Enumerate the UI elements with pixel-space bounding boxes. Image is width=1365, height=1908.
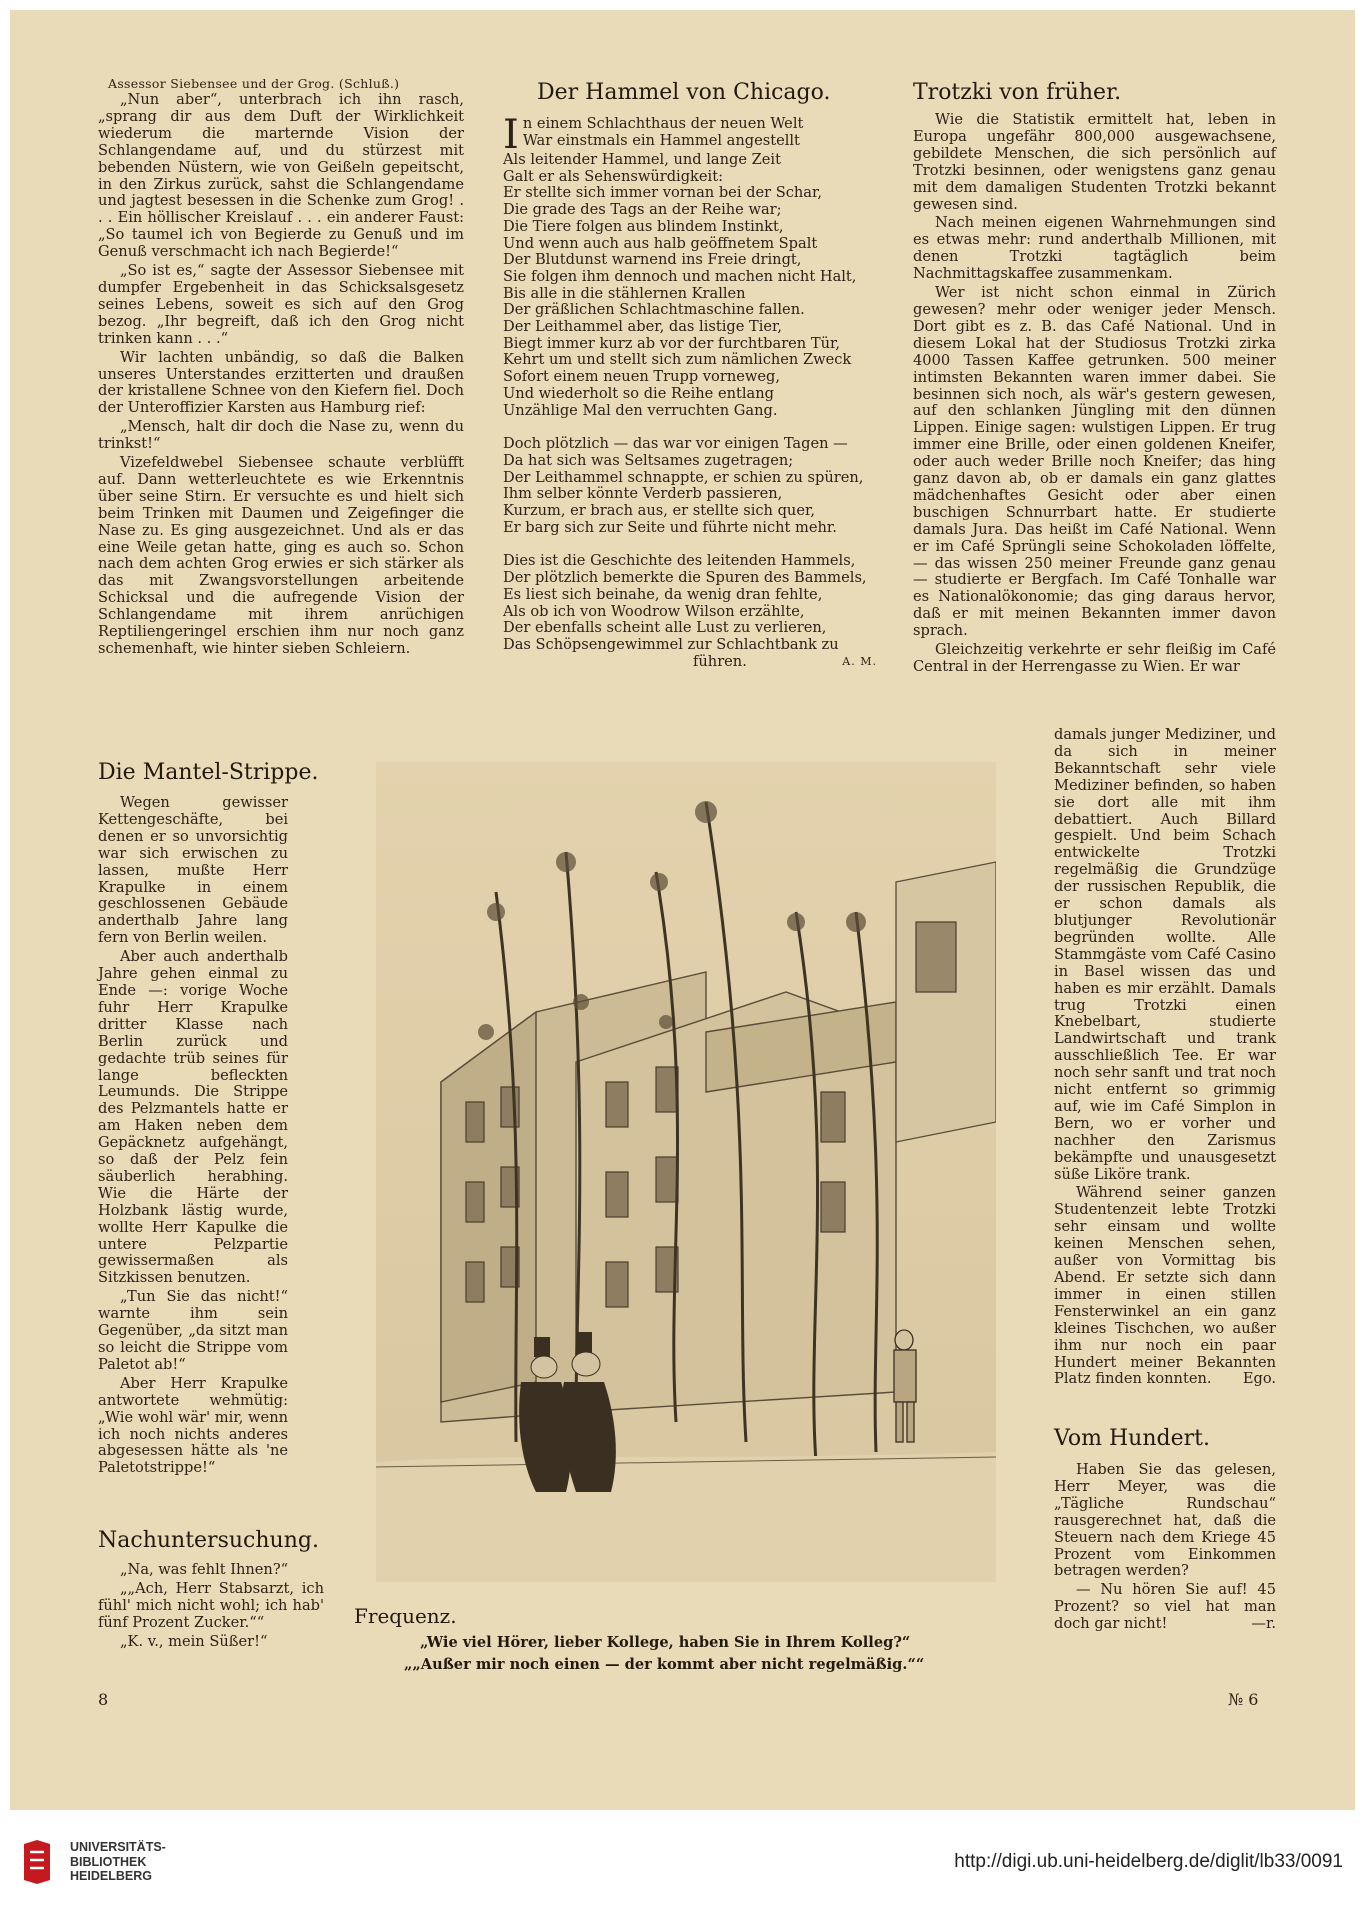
poem-line: Der plötzlich bemerkte die Spuren des Bammels, bbox=[503, 569, 867, 587]
cartoon-caption-line2: „„Außer mir noch einen — der kommt aber nicht regelmäßig.““ bbox=[404, 1656, 925, 1673]
poem-line: Der Leithammel schnappte, er schien zu spüren, bbox=[503, 468, 864, 486]
poem-line: Der ebenfalls scheint alle Lust zu verlieren, bbox=[503, 619, 827, 637]
library-seal-icon bbox=[20, 1838, 54, 1886]
paragraph: „„Ach, Herr Stabsarzt, ich fühl' mich nicht wohl; ich hab' fünf Prozent Zucker.““ bbox=[98, 1579, 324, 1631]
paragraph: — Nu hören Sie auf! 45 Prozent? so viel hat man doch gar nicht! —r. bbox=[1054, 1581, 1276, 1633]
poem-line: War einstmals ein Hammel angestellt bbox=[522, 131, 800, 149]
paragraph: „Nun aber“, unterbrach ich ihn rasch, „sprang dir aus dem Duft der Wirklichkeit wiederum die marternde Vision der Schlangendame auf, und du stürzest mit bebenden Nüstern, wie von Geißeln gepeitscht, in den Zirkus zurück, sahst die Schlangendame und jagtest besessen in die Schenke zum Grog! . . . Ein höllischer Kreislauf . . . ein anderer Faust: „So taumel ich von Begierde zu Genuß und im Genuß verschmacht ich nach Begierde!“ bbox=[98, 91, 464, 261]
paragraph: „K. v., mein Süßer!“ bbox=[120, 1632, 268, 1650]
story-title-vom-hundert: Vom Hundert. bbox=[1054, 1426, 1210, 1451]
story-title-nachuntersuchung: Nachuntersuchung. bbox=[98, 1528, 319, 1553]
poem-line: Bis alle in die stählernen Krallen bbox=[503, 284, 746, 302]
stanza bbox=[503, 436, 877, 536]
paragraph: Wir lachten unbändig, so daß die Balken unseres Unterstandes erzitterten und draußen der kristallene Schnee von den Kiefern fiel. Doch der Unteroffizier Karsten aus Hamburg rief: bbox=[98, 348, 464, 417]
poem-line: Als leitender Hammel, und lange Zeit bbox=[503, 151, 781, 168]
paragraph: „Na, was fehlt Ihnen?“ bbox=[120, 1561, 289, 1578]
poem-line: Dies ist die Geschichte des leitenden Hammels, bbox=[503, 552, 856, 570]
paragraph: Haben Sie das gelesen, Herr Meyer, was die „Tägliche Rundschau“ rausgerechnet hat, daß die Steuern nach dem Kriege 45 Prozent vom Einkommen betragen werden? bbox=[1054, 1461, 1276, 1580]
page-number: 8 bbox=[98, 1690, 109, 1709]
poem-hammel bbox=[503, 112, 877, 670]
poem-line: Und wenn auch aus halb geöffnetem Spalt bbox=[503, 234, 818, 252]
poem-line: Kehrt um und stellt sich zum nämlichen Zweck bbox=[503, 351, 852, 369]
story-title-mantel-strippe: Die Mantel-Strippe. bbox=[98, 760, 319, 785]
library-logo-text: UNIVERSITÄTS- BIBLIOTHEK HEIDELBERG bbox=[70, 1840, 166, 1883]
poem-line: Die grade des Tags an der Reihe war; bbox=[503, 201, 782, 219]
poem-line: Es liest sich beinahe, da wenig dran fehlte, bbox=[503, 585, 823, 603]
poem-line: Der Blutdunst warnend ins Freie dringt, bbox=[503, 251, 802, 269]
poem-line: Unzählige Mal den verruchten Gang. bbox=[503, 401, 778, 419]
story-assessor-conclusion bbox=[98, 92, 464, 660]
paragraph: Während seiner ganzen Studentenzeit lebte Trotzki sehr einsam und wollte keinen Menschen sehen, außer von Vormittag bis Abend. Er setzte sich dann immer in einen stillen Fensterwinkel an ein ganz kleines Tischchen, wo außer ihm nur noch ein paar Hundert meiner Bekannten Platz finden konnten. Ego. bbox=[1054, 1184, 1276, 1388]
issue-number: № 6 bbox=[1228, 1690, 1259, 1709]
paragraph: Aber Herr Krapulke antwortete wehmütig: „Wie wohl wär' mir, wenn ich noch nichts anderes abgesessen hätte als 'ne Paletotstrippe!“ bbox=[98, 1374, 288, 1477]
paragraph: Wie die Statistik ermittelt hat, leben in Europa ungefähr 800,000 ausgewachsene, gebildete Menschen, die sich persönlich auf Trotzki besinnen, oder wenigstens ganz genau mit dem damaligen Studenten Trotzki bekannt gewesen sind. bbox=[913, 111, 1276, 213]
signature: Ego. bbox=[1242, 1370, 1276, 1388]
story-trotzki-continued bbox=[1054, 727, 1276, 1390]
story-vom-hundert bbox=[1054, 1462, 1276, 1635]
story-trotzki bbox=[913, 112, 1276, 678]
cartoon-title: Frequenz. bbox=[354, 1604, 457, 1628]
poem-line: Da hat sich was Seltsames zugetragen; bbox=[503, 451, 794, 469]
poem-title: Der Hammel von Chicago. bbox=[537, 80, 831, 105]
paragraph: „Tun Sie das nicht!“ warnte ihm sein Gegenüber, „da sitzt man so leicht die Strippe vom Paletot ab!“ bbox=[98, 1288, 288, 1373]
poem-line: Der gräßlichen Schlachtmaschine fallen. bbox=[503, 301, 805, 319]
stanza bbox=[503, 553, 877, 653]
poem-line: Ihm selber könnte Verderb passieren, bbox=[503, 485, 783, 503]
paragraph: Gleichzeitig verkehrte er sehr fleißig im Café Central in der Herrengasse zu Wien. Er war bbox=[913, 641, 1276, 675]
poem-line: Sofort einem neuen Trupp vorneweg, bbox=[503, 368, 780, 386]
poem-line: Doch plötzlich — das war vor einigen Tagen — bbox=[503, 435, 848, 453]
poem-author: A. M. bbox=[842, 654, 877, 668]
poem-signature-line bbox=[503, 654, 877, 671]
source-url[interactable]: http://digi.ub.uni-heidelberg.de/diglit/lb33/0091 bbox=[954, 1851, 1343, 1872]
poem-line: In einem Schlachthaus der neuen Welt bbox=[503, 112, 804, 158]
paragraph: Nach meinen eigenen Wahrnehmungen sind es etwas mehr: rund anderthalb Millionen, mit denen Trotzki tagtäglich beim Nachmittagskaffee zusammenkam. bbox=[913, 214, 1276, 283]
poem-line: Der Leithammel aber, das listige Tier, bbox=[503, 318, 783, 336]
poem-line: Er barg sich zur Seite und führte nicht mehr. bbox=[503, 518, 837, 536]
poem-line: Er stellte sich immer vornan bei der Schar, bbox=[503, 184, 823, 202]
poem-line: Die Tiere folgen aus blindem Instinkt, bbox=[503, 217, 784, 235]
paragraph: Vizefeldwebel Siebensee schaute verblüfft auf. Dann wetterleuchtete es wie Erkenntnis über seine Stirn. Er versuchte es und hielt sich beim Trinken mit Daumen und Zeigefinger die Nase zu. Es ging ausgezeichnet. Und als er das eine Weile getan hatte, ging es auch so. Schon nach dem achten Grog erwies er sich stärker als das mit Zwangsvorstellungen arbeitende Schicksal und die aufregende Vision der Schlangendame mit ihrem anrüchigen Reptiliengeringel erschien ihm nur noch ganz schemenhaft, wie hinter sieben Schleiern. bbox=[98, 454, 464, 657]
poem-line: Kurzum, er brach aus, er stellte sich quer, bbox=[503, 502, 815, 520]
cartoon-illustration bbox=[376, 762, 996, 1582]
building-far-right bbox=[896, 862, 996, 1142]
poem-line: Und wiederholt so die Reihe entlang bbox=[503, 384, 774, 402]
paragraph: „Mensch, halt dir doch die Nase zu, wenn du trinkst!“ bbox=[98, 418, 464, 453]
cartoon-caption-line1: „Wie viel Hörer, lieber Kollege, haben Sie in Ihrem Kolleg?“ bbox=[420, 1634, 911, 1651]
poem-line: Als ob ich von Woodrow Wilson erzählte, bbox=[503, 602, 805, 620]
running-head: Assessor Siebensee und der Grog. (Schluß.) bbox=[108, 76, 400, 91]
story-nachuntersuchung bbox=[98, 1562, 324, 1653]
poem-line: Sie folgen ihm dennoch und machen nicht Halt, bbox=[503, 267, 857, 285]
paragraph: „So ist es,“ sagte der Assessor Siebensee mit dumpfer Ergebenheit in das Schicksalsgesetz seines Lebens, soweit es sich auf den Grog bezog. „Ihr begreift, daß ich den Grog nicht trinken kann . . .“ bbox=[98, 262, 464, 347]
poem-line: Biegt immer kurz ab vor der furchtbaren Tür, bbox=[503, 334, 840, 352]
paragraph: Wegen gewisser Kettengeschäfte, bei denen er so unvorsichtig war sich erwischen zu lassen, mußte Herr Krapulke in einem geschlossenen Gebäude anderthalb Jahre lang fern von Berlin weilen. bbox=[98, 794, 288, 947]
drop-cap: I bbox=[503, 112, 519, 158]
poem-line: Das Schöpsengewimmel zur Schlachtbank zu bbox=[503, 635, 839, 653]
signature: —r. bbox=[1251, 1615, 1276, 1633]
paragraph: Aber auch anderthalb Jahre gehen einmal zu Ende —: vorige Woche fuhr Herr Krapulke dritter Klasse nach Berlin zurück und gedachte trüb seines für lange befleckten Leumunds. Die Strippe des Pelzmantels hatte er am Haken neben dem Gepäcknetz aufgehängt, so daß der Pelz fein säuberlich herabhing. Wie die Härte der Holzbank lästig wurde, wollte Herr Kapulke die untere Pelzpartie gewissermaßen als Sitzkissen benutzen. bbox=[98, 948, 288, 1287]
paragraph: damals junger Mediziner, und da sich in meiner Bekanntschaft sehr viele Mediziner befinden, so haben sie dort alle mit ihm debattiert. Auch Billard gespielt. Und beim Schach entwickelte Trotzki regelmäßig die Grundzüge der russischen Republik, die er schon damals als blutjunger Revolutionär begründen wollte. Alle Stammgäste vom Café Casino in Basel wissen das und haben es mir erzählt. Damals trug Trotzki einen Knebelbart, studierte Landwirtschaft und trank ausschließlich Tee. Er war noch sehr sanft und trat noch nicht entfernt so grimmig auf, wie im Café Simplon in Bern, wo er vorher und nachher den Zarismus bekämpfte und unausgesetzt süße Liköre trank. bbox=[1054, 726, 1276, 1183]
poem-last-word: führen. bbox=[693, 652, 747, 670]
story-mantel-strippe bbox=[98, 795, 288, 1479]
story-title-trotzki: Trotzki von früher. bbox=[913, 80, 1122, 105]
street bbox=[376, 1452, 996, 1582]
poem-line: Galt er als Sehenswürdigkeit: bbox=[503, 167, 723, 185]
stanza bbox=[503, 112, 877, 419]
paragraph: Wer ist nicht schon einmal in Zürich gewesen? mehr oder weniger jeder Mensch. Dort gibt es z. B. das Café National. Und in diesem Lokal hat der Studiosus Trotzki zirka 4000 Tassen Kaffee getrunken. 500 meiner intimsten Bekannten waren immer dabei. Sie besinnen sich noch, als wär's gestern gewesen, auf den schlanken Jüngling mit den dünnen Lippen. Einige sagen: wulstigen Lippen. Er trug immer eine Brille, oder einen goldenen Kneifer, oder auch weder Brille noch Kneifer; das hing ganz davon ab, ob er damals ein ganz glattes mädchenhaftes Gesicht oder aber einen buschigen Schnurrbart hatte. Er studierte damals Jura. Das heißt im Café National. Wenn er im Café Sprüngli seine Schokoladen löffelte, — das wissen 250 meiner Freunde ganz genau — studierte er Bergfach. Im Café Tonhalle war es Nationalökonomie; das ging daraus hervor, daß er mit meinen Bekannten immer davon sprach. bbox=[913, 284, 1276, 640]
